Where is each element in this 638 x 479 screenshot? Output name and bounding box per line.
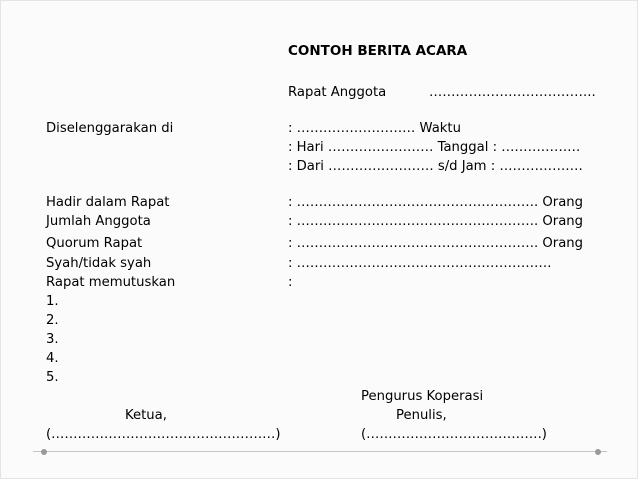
diselenggarakan-value: : ……………………… Waktu <box>288 121 461 136</box>
diselenggarakan-label: Diselenggarakan di <box>46 121 174 136</box>
left-dot-icon <box>41 449 47 455</box>
rapat-anggota-blank: ……………………………….. <box>429 85 596 100</box>
memutuskan-label: Rapat memutuskan <box>46 275 176 290</box>
numbered-item: 4. <box>46 351 59 366</box>
numbered-item: 1. <box>46 294 59 309</box>
numbered-item: 2. <box>46 313 59 328</box>
numbered-item: 3. <box>46 332 59 347</box>
rapat-anggota-label: Rapat Anggota <box>288 85 387 100</box>
penulis-signature-blank: (………………………………….) <box>361 427 547 442</box>
jumlah-label: Jumlah Anggota <box>46 214 151 229</box>
quorum-value: : ………………………………………………. Orang <box>288 236 584 251</box>
ketua-label: Ketua, <box>125 408 167 423</box>
dari-jam-line: : Dari …………………… s/d Jam : ………………. <box>288 159 583 174</box>
ketua-signature-blank: (……………………………………………) <box>46 427 281 442</box>
right-dot-icon <box>595 449 601 455</box>
numbered-item: 5. <box>46 370 59 385</box>
syah-value: : …………………………………………………. <box>288 256 552 271</box>
syah-label: Syah/tidak syah <box>46 256 152 271</box>
hari-tanggal-line: : Hari …………………… Tanggal : ……………… <box>288 140 581 155</box>
footer-divider <box>33 451 607 452</box>
jumlah-value: : ………………………………………………. Orang <box>288 214 584 229</box>
penulis-label: Penulis, <box>396 408 447 423</box>
document-title: CONTOH BERITA ACARA <box>288 43 468 59</box>
memutuskan-value: : <box>288 275 293 290</box>
pengurus-koperasi-label: Pengurus Koperasi <box>361 389 484 404</box>
hadir-value: : ………………………………………………. Orang <box>288 195 584 210</box>
hadir-label: Hadir dalam Rapat <box>46 195 170 210</box>
quorum-label: Quorum Rapat <box>46 236 143 251</box>
